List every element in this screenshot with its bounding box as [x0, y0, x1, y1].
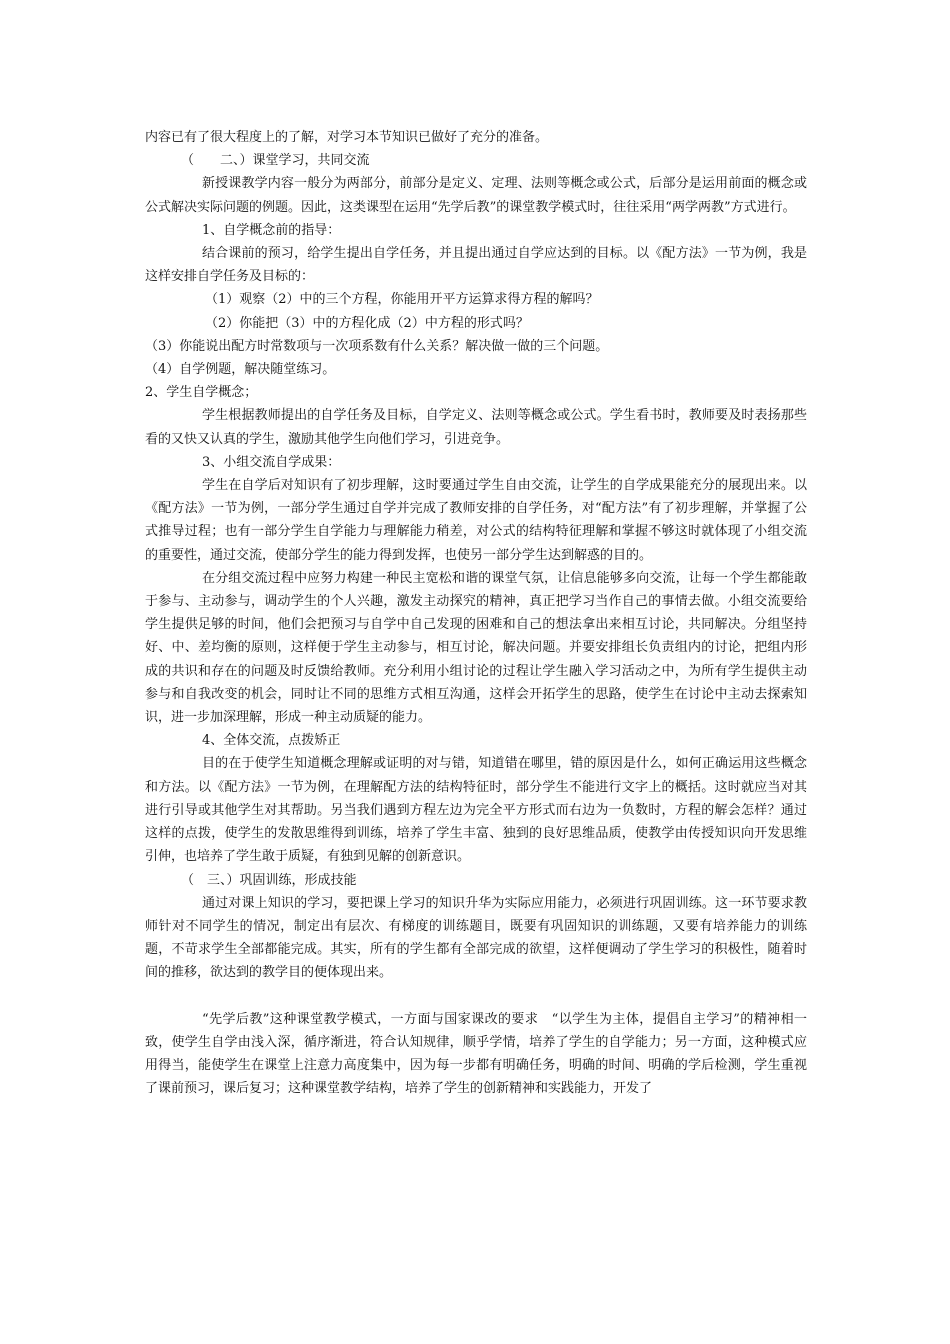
paragraph-13: 在分组交流过程中应努力构建一种民主宽松和谐的课堂气氛，让信息能够多向交流，让每一个学生都能敢于参与、主动参与，调动学生的个人兴趣，激发主动探究的精神，真正把学习当作自己的事情去做。小组交流要给学生提供足够的时间，他们会把预习与自学中自己发现的困难和自己的想法拿出来相互讨论，共同解决。分组坚持好、中、差均衡的原则，这样便于学生主动参与，相互讨论，解决问题。并要安排组长负责组内的讨论，把组内形成的共识和存在的问题及时反馈给教师。充分利用小组讨论的过程让学生融入学习活动之中，为所有学生提供主动参与和自我改变的机会，同时让不同的思维方式相互沟通，这样会开拓学生的思路，使学生在讨论中主动去探索知识，进一步加深理解，形成一种主动质疑的能力。	[145, 570, 807, 726]
section-heading-three: （ 三、）巩固训练，形成技能	[181, 872, 357, 888]
list-item-4: （4）自学例题，解决随堂练习。	[145, 362, 336, 378]
subheading-4: 4、全体交流，点拨矫正	[202, 733, 341, 749]
paragraph-19: “先学后教”这种课堂教学模式，一方面与国家课改的要求 “以学生为主体，提倡自主学习”的精神相一致，使学生自学由浅入深，循序渐进，符合认知规律，顺乎学情，培养了学生的自学能力；另一方面，这种模式应用得当，能使学生在课堂上注意力高度集中，因为每一步都有明确任务，明确的时间、明确的学后检测，学生重视了课前预习，课后复习；这种课堂教学结构，培养了学生的创新精神和实践能力，开发了	[145, 1011, 807, 1097]
list-item-3: （3）你能说出配方时常数项与一次项系数有什么关系？解决做一做的三个问题。	[145, 338, 609, 354]
section-heading-two: （ 二、）课堂学习，共同交流	[181, 153, 370, 169]
paragraph-10: 学生根据教师提出的自学任务及目标，自学定义、法则等概念或公式。学生看书时，教师要及时表扬那些看的又快又认真的学生，激励其他学生向他们学习，引进竞争。	[145, 408, 807, 447]
list-item-1: （1）观察（2）中的三个方程，你能用开平方运算求得方程的解吗？	[205, 292, 599, 308]
paragraph-4: 结合课前的预习，给学生提出自学任务，并且提出通过自学应达到的目标。以《配方法》一节为例，我是这样安排自学任务及目标的：	[145, 246, 807, 285]
paragraph-12: 学生在自学后对知识有了初步理解，这时要通过学生自由交流，让学生的自学成果能充分的展现出来。以《配方法》一节为例，一部分学生通过自学并完成了教师安排的自学任务，对“配方法”有了初步理解，并掌握了公式推导过程；也有一部分学生自学能力与理解能力稍差，对公式的结构特征理解和掌握不够这时就体现了小组交流的重要性，通过交流，使部分学生的能力得到发挥，也使另一部分学生达到解惑的目的。	[145, 478, 807, 563]
document-page	[145, 126, 807, 1100]
blank-line	[145, 985, 807, 1008]
subheading-2: 2、学生自学概念；	[145, 385, 258, 401]
paragraph-0: 内容已有了很大程度上的了解，对学习本节知识已做好了充分的准备。	[145, 130, 549, 145]
paragraph-15: 目的在于使学生知道概念理解或证明的对与错，知道错在哪里，错的原因是什么，如何正确运用这些概念和方法。以《配方法》一节为例，在理解配方法的结构特征时，部分学生不能进行文字上的概括。这时就应当对其进行引导或其他学生对其帮助。另当我们遇到方程左边为完全平方形式而右边为一负数时，方程的解会怎样？通过这样的点拨，使学生的发散思维得到训练，培养了学生丰富、独到的良好思维品质，使教学由传授知识向开发思维引伸，也培养了学生敢于质疑，有独到见解的创新意识。	[145, 756, 807, 865]
subheading-1: 1、自学概念前的指导：	[202, 222, 341, 238]
paragraph-17: 通过对课上知识的学习，要把课上学习的知识升华为实际应用能力，必须进行巩固训练。这一环节要求教师针对不同学生的情况，制定出有层次、有梯度的训练题目，既要有巩固知识的训练题，又要有培养能力的训练题，不苛求学生全部都能完成。其实，所有的学生都有全部完成的欲望，这样便调动了学生学习的积极性，随着时间的推移，欲达到的教学目的便体现出来。	[145, 895, 807, 981]
list-item-2: （2）你能把（3）中的方程化成（2）中方程的形式吗？	[205, 315, 529, 331]
paragraph-2: 新授课教学内容一般分为两部分，前部分是定义、定理、法则等概念或公式，后部分是运用前面的概念或公式解决实际问题的例题。因此，这类课型在运用“先学后教”的课堂教学模式时，往往采用“两学两教”方式进行。	[145, 176, 807, 215]
subheading-3: 3、小组交流自学成果：	[202, 454, 341, 470]
